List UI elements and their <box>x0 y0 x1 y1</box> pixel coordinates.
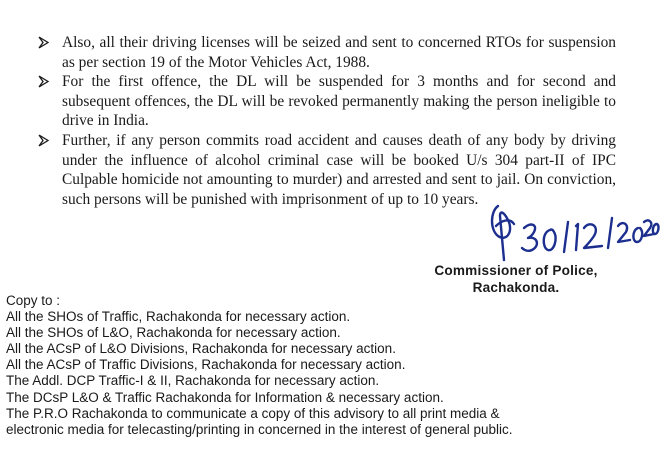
copy-recipient-line: All the ACsP of L&O Divisions, Rachakonda for necessary action. <box>6 341 396 357</box>
bullet-text: For the first offence, the DL will be suspended for 3 months and for second and subsequent offences, the DL will be revoked permanently making the person ineligible to drive in India. <box>62 73 616 130</box>
copy-to-section <box>6 293 656 438</box>
advisory-bullet-list <box>36 33 616 209</box>
signatory-office: Rachakonda. <box>472 280 560 295</box>
bullet-text: Also, all their driving licenses will be seized and sent to concerned RTOs for suspension as per section 19 of the Motor Vehicles Act, 1988. <box>62 34 616 71</box>
copy-to-heading: Copy to : <box>6 293 61 308</box>
handwritten-signature <box>484 196 660 262</box>
copy-recipient-line: All the SHOs of Traffic, Rachakonda for necessary action. <box>6 309 351 325</box>
copy-recipient-line: All the ACsP of Traffic Divisions, Rachakonda for necessary action. <box>6 357 406 373</box>
signatory-block <box>400 262 632 296</box>
copy-recipient-line: electronic media for telecasting/printing in concerned in the interest of general public. <box>6 421 513 437</box>
signatory-title: Commissioner of Police, <box>434 263 598 278</box>
arrow-bullet-icon <box>37 33 51 52</box>
copy-recipient-line: The Addl. DCP Traffic-I & II, Rachakonda for necessary action. <box>6 373 380 389</box>
bullet-item-licence-seizure <box>36 33 616 72</box>
arrow-bullet-icon <box>37 72 51 91</box>
arrow-bullet-icon <box>37 131 51 150</box>
bullet-item-dl-suspension <box>36 72 616 131</box>
copy-recipient-line: The P.R.O Rachakonda to communicate a copy of this advisory to all print media & <box>6 405 500 421</box>
copy-recipient-line: The DCsP L&O & Traffic Rachakonda for Information & necessary action. <box>6 389 444 405</box>
bullet-text: Further, if any person commits road accident and causes death of any body by driving under the influence of alcohol criminal case will be booked U/s 304 part-II of IPC Culpable homicide not amounting to murder) and arrested and sent to jail. On conviction, such persons will be punished with imprisonment of up to 10 years. <box>62 131 616 208</box>
copy-recipient-line: All the SHOs of L&O, Rachakonda for necessary action. <box>6 325 341 341</box>
